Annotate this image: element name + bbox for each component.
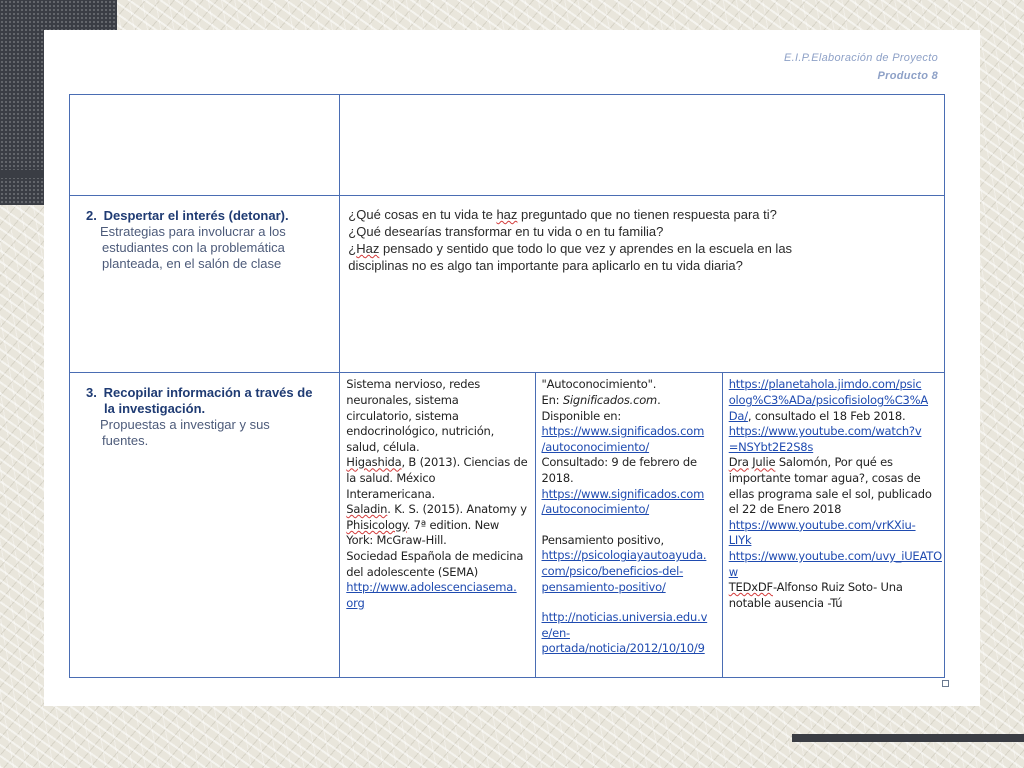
header-project: E.I.P.Elaboración de Proyecto (783, 52, 938, 64)
section3-description: Propuestas a investigar y sus fuentes. (100, 417, 270, 449)
table-resize-handle[interactable] (942, 680, 949, 687)
link-youtube-nsybt[interactable]: https://www.youtube.com/watch?v =NSYbt2E2S8s (728, 424, 922, 454)
section2-title: 2. Despertar el interés (detonar). (86, 208, 289, 224)
header-product: Producto 8 (877, 70, 938, 82)
reference-list: https://planetahola.jimdo.com/psic olog%C3%ADa/psicofisiolog%C3%A Da/, consultado el 18 Feb 2018. https://www.youtube.com/watch?v =NSYbt2E2S8s Dra Julie Salomón, Por qué es importante tomar agua?, cosas de ellas programa sale el sol, publicado el 22 de Enero 2018 https://www.youtube.com/vrKXiu-LIYk https://www.youtube.com/uvy_iUEATO w TEDxDF-Alfonso Ruiz Soto- Una notable ausencia -Tú (728, 377, 942, 610)
link-significados-1[interactable]: https://www.significados.com /autoconocimiento/ (541, 424, 705, 454)
project-table (69, 94, 945, 678)
sources-column-2 (535, 373, 722, 678)
question-3: ¿Haz pensado y sentido que todo lo que vez y aprendes en la escuela en las (348, 241, 793, 257)
reference-saladin: Saladin. K. S. (2015). Anatomy y (346, 502, 527, 517)
section3-title: 3. Recopilar información a través de la investigación. (86, 385, 313, 417)
table-row (70, 196, 945, 373)
reference-list: "Autoconocimiento". En: Significados.com. Disponible en: https://www.significados.com /autoconocimiento/ Consultado: 9 de febrero de 2018. https://www.significados.com /autoconocimiento/ Pensamiento positivo, https://psicologiayautoayuda. com/psico/beneficios-del- pensamiento-positivo/ http://noticias.universia.edu.v e/en- portada/noticia/2012/10/10/9 (542, 377, 716, 657)
section2-description: Estrategias para involucrar a los estudiantes con la problemática planteada, en el salón de clase (100, 224, 286, 272)
sources-column-3 (722, 373, 944, 678)
link-youtube-vrkxiu[interactable]: https://www.youtube.com/vrKXiu-LIYk (728, 517, 916, 548)
section2-questions-cell (340, 196, 945, 373)
table-row (70, 95, 945, 196)
question-2: ¿Qué desearías transformar en tu vida o en tu familia? (348, 224, 664, 240)
reference-higashida: Higashida, B (2013). Ciencias de (346, 455, 528, 470)
link-universia[interactable]: http://noticias.universia.edu.v e/en- portada/noticia/2012/10/10/9 (541, 610, 708, 656)
reference-list: Sistema nervioso, redes neuronales, sistema circulatorio, sistema endocrinológico, nutrición, salud, célula. Higashida, B (2013). Ciencias de la salud. México Interamericana. Saladin. K. S. (2015). Anatomy y Phisicology. 7ª edition. New York: McGraw-Hill. Sociedad Española de medicina del adolescente (SEMA) http://www.adolescenciasema. org (346, 377, 528, 610)
link-psicologiayautoayuda[interactable]: https://psicologiayautoayuda. com/psico/beneficios-del- pensamiento-positivo/ (541, 548, 707, 594)
link-adolescenciasema[interactable]: http://www.adolescenciasema. org (346, 580, 517, 610)
empty-cell (70, 95, 340, 196)
empty-cell (340, 95, 945, 196)
table-row (70, 373, 945, 678)
questions-list (348, 206, 934, 274)
decorative-bar-bottom (792, 734, 1024, 742)
link-significados-2[interactable]: https://www.significados.com /autoconocimiento/ (541, 486, 705, 517)
question-3-continued: disciplinas no es algo tan importante para aplicarlo en tu vida diaria? (348, 258, 743, 274)
section2-label-cell (70, 196, 340, 373)
sources-column-1 (340, 373, 535, 678)
link-youtube-uvy[interactable]: https://www.youtube.com/uvy_iUEATO w (728, 549, 942, 579)
link-planetahola[interactable]: https://planetahola.jimdo.com/psic olog%C3%ADa/psicofisiolog%C3%A Da/ (728, 377, 929, 423)
document-page (44, 30, 980, 706)
decorative-bar-left (0, 170, 44, 178)
section3-label-cell (70, 373, 340, 678)
question-1: ¿Qué cosas en tu vida te haz preguntado que no tienen respuesta para ti? (348, 207, 777, 223)
